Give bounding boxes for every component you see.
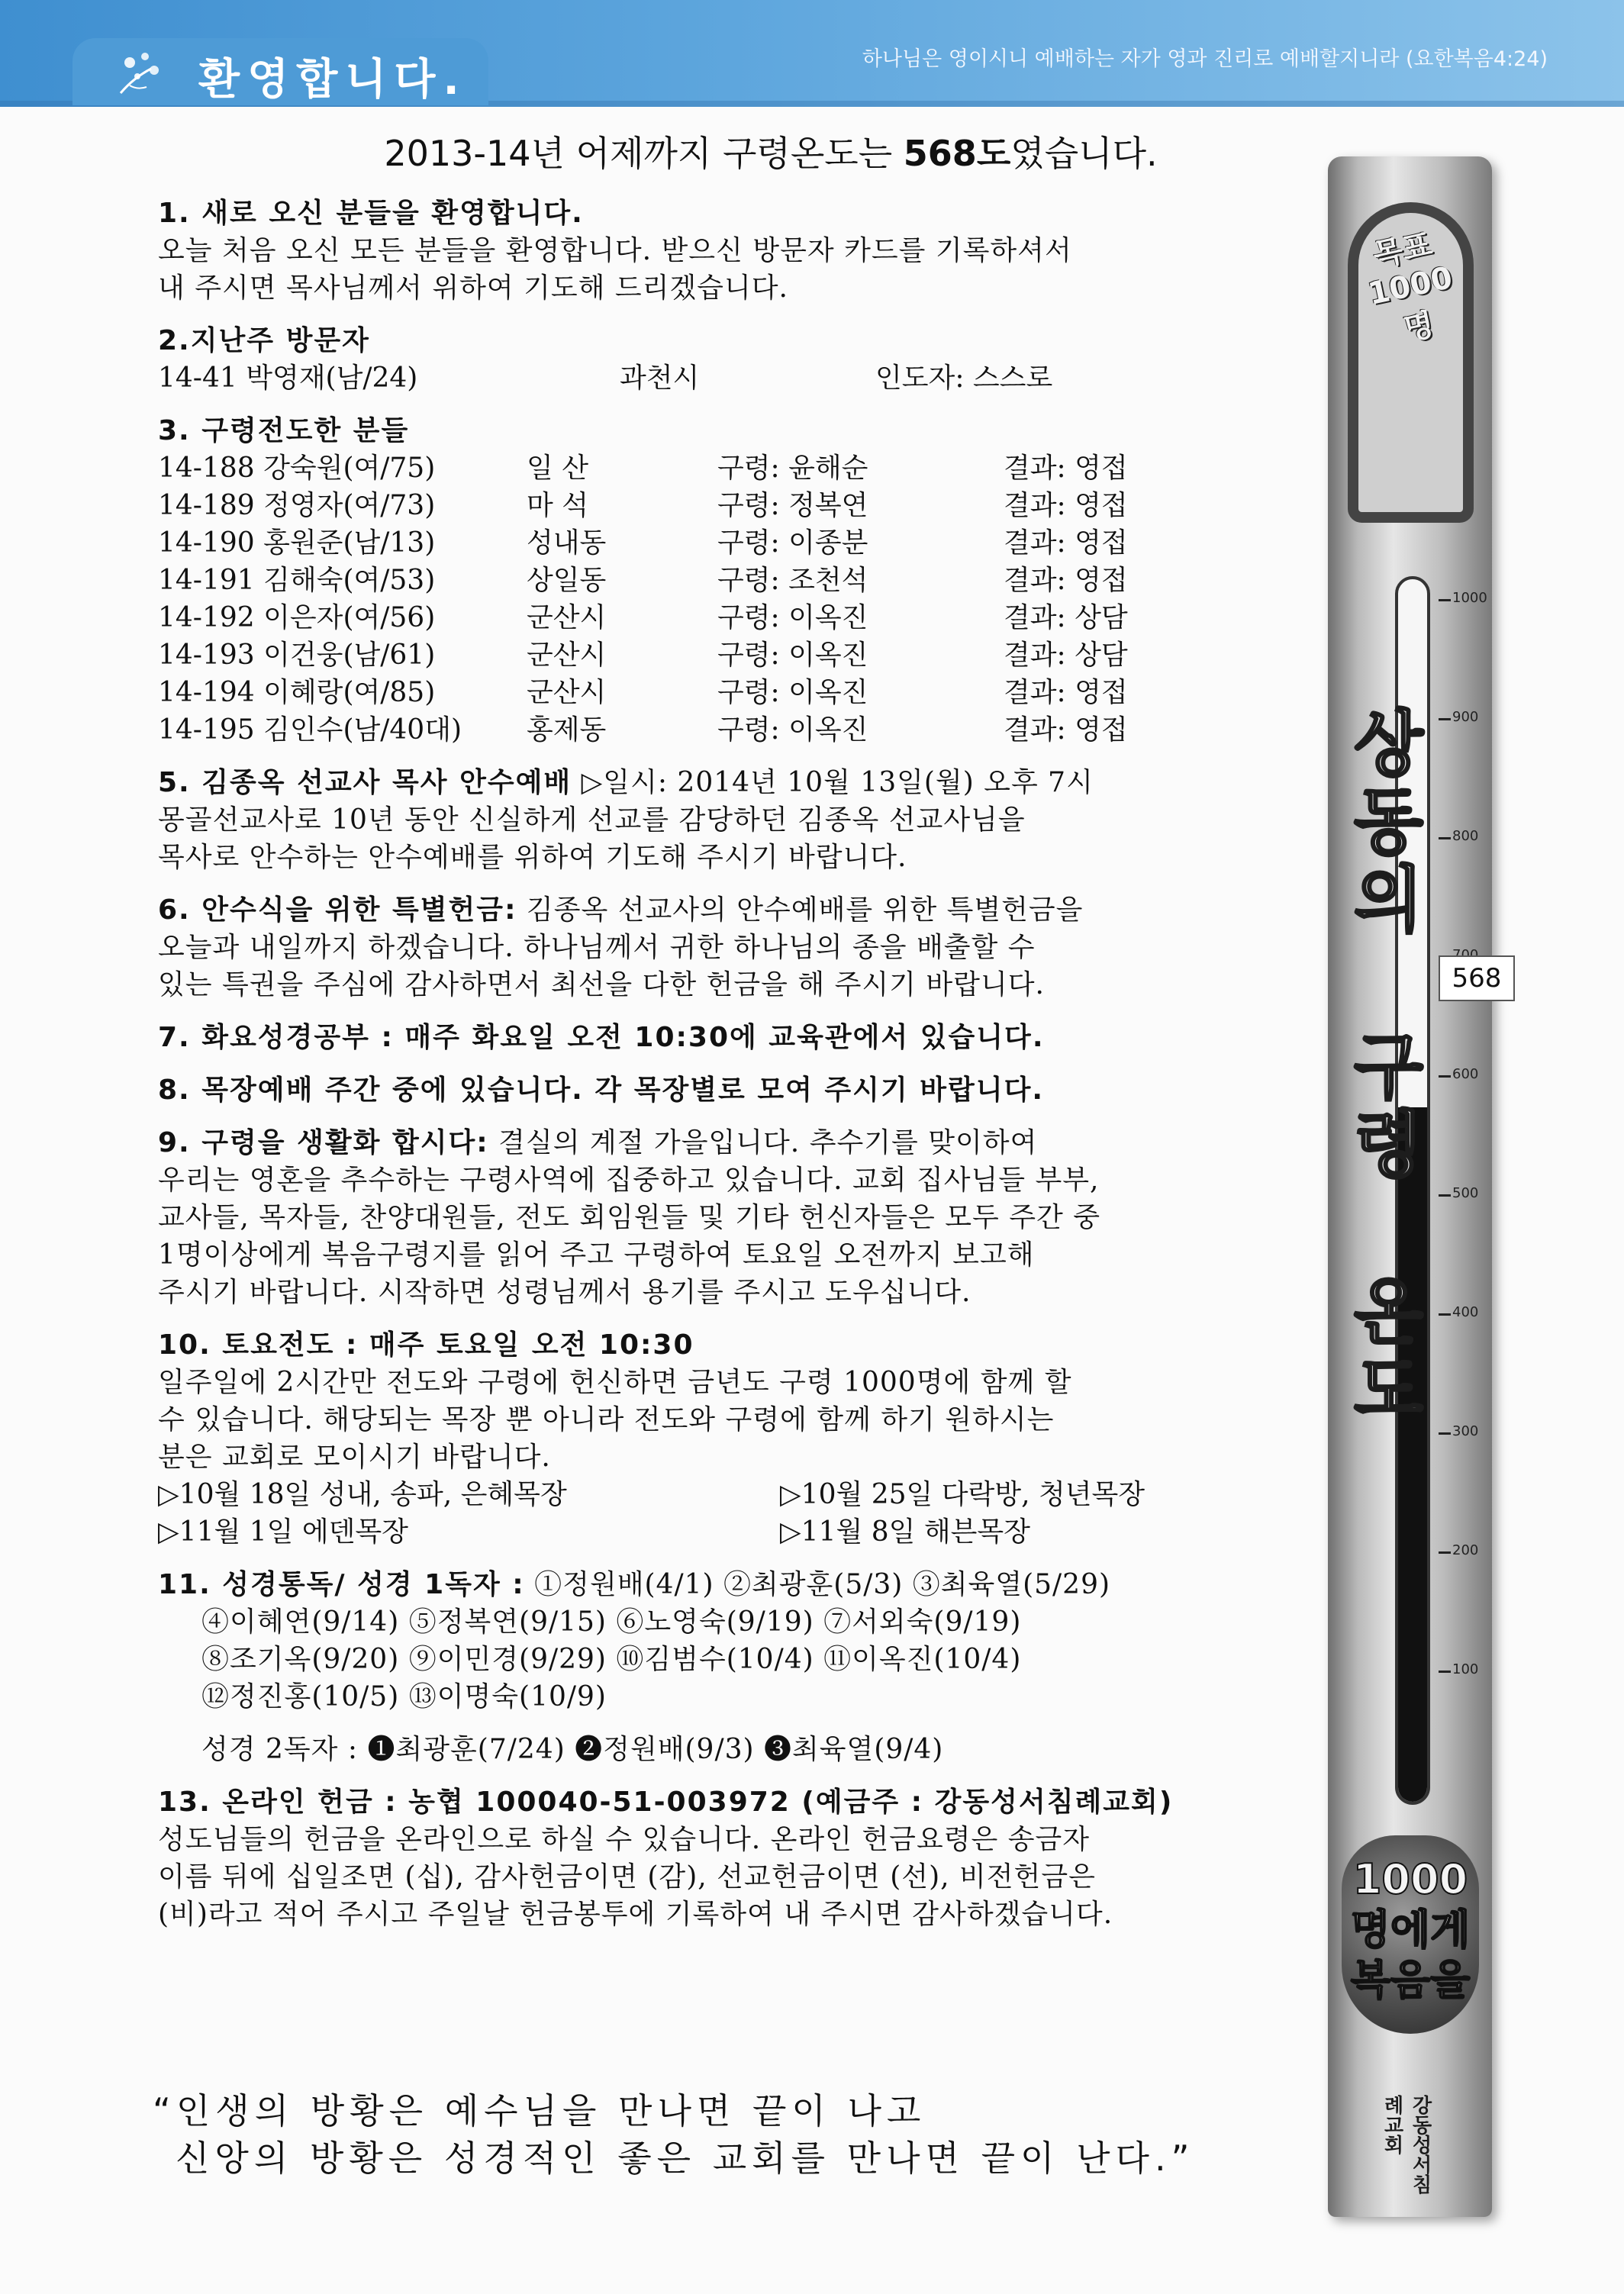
evangelized-row (158, 487, 1265, 524)
section-title: 2.지난주 방문자 (158, 325, 370, 356)
text-line: 오늘 처음 오신 모든 분들을 환영합니다. 받으신 방문자 카드를 기록하셔서 (158, 235, 1072, 266)
thermometer-scale (1439, 590, 1487, 1790)
evangelized-row (158, 449, 1265, 487)
evangelized-row (158, 636, 1265, 674)
section-title: 8. 목장예배 주간 중에 있습니다. 각 목장별로 모여 주시기 바랍니다. (158, 1075, 1045, 1106)
evangelized-region: 상일동 (527, 565, 607, 596)
evangelized-region: 군산시 (527, 640, 607, 671)
text-line: 주시기 바랍니다. 시작하면 성령님께서 용기를 주시고 도우십니다. (158, 1277, 972, 1308)
headline (0, 126, 1542, 176)
evangelized-evangelist: 구령: 이종분 (717, 527, 868, 559)
evangelized-region: 군산시 (527, 602, 607, 633)
section-title: 9. 구령을 생활화 합시다: (158, 1127, 489, 1158)
ordination-date: ▷일시: 2014년 10월 13일(월) 오후 7시 (572, 767, 1094, 798)
evangelized-row (158, 599, 1265, 636)
section-title: 5. 김종옥 선교사 목사 안수예배 (158, 767, 572, 798)
scale-tick (1439, 1551, 1451, 1554)
evangelized-result: 결과: 상담 (1004, 602, 1128, 633)
scale-label: 100 (1452, 1661, 1479, 1677)
visitor-place: 과천시 (620, 362, 700, 394)
evangelized-evangelist: 구령: 이옥진 (717, 602, 868, 633)
evangelized-result: 결과: 영접 (1004, 490, 1128, 521)
text-line: ④이혜연(9/14) ⑤정복연(9/15) ⑥노영숙(9/19) ⑦서외숙(9/19) (201, 1606, 1022, 1638)
welcome-tab (72, 38, 488, 105)
flower-icon (114, 47, 168, 98)
visitor-row (158, 359, 1265, 397)
visitor-guide: 인도자: 스스로 (875, 362, 1053, 394)
scale-label: 500 (1452, 1185, 1479, 1201)
evangelized-row (158, 524, 1265, 562)
evangelized-row (158, 711, 1265, 749)
thermometer-graphic (1328, 156, 1492, 2217)
section-ordination (158, 764, 1265, 876)
bible-verse: 하나님은 영이시니 예배하는 자가 영과 진리로 예배할지니라 (요한복음4:24) (862, 47, 1548, 71)
text-line: 1명이상에게 복음구령지를 읽어 주고 구령하여 토요일 오전까지 보고해 (158, 1239, 1035, 1271)
evangelized-list (158, 449, 1265, 749)
quote-line: “인생의 방황은 예수님을 만나면 끝이 나고 (153, 2090, 926, 2131)
text-line: 있는 특권을 주심에 감사하면서 최선을 다한 헌금을 해 주시기 바랍니다. (158, 969, 1045, 1000)
text-line: ⑧조기옥(9/20) ⑨이민경(9/29) ⑩김범수(10/4) ⑪이옥진(10/4) (201, 1644, 1022, 1675)
schedule-item: ▷11월 8일 해븐목장 (780, 1516, 1030, 1548)
evangelized-row (158, 674, 1265, 711)
section-title: 3. 구령전도한 분들 (158, 415, 410, 446)
scale-tick (1439, 1194, 1451, 1197)
evangelized-person: 14-195 김인수(남/40대) (158, 714, 462, 746)
evangelized-evangelist: 구령: 윤해순 (717, 453, 868, 484)
section-bible-study (158, 1019, 1265, 1056)
evangelized-person: 14-189 정영자(여/73) (158, 490, 436, 521)
second-reading-label: 성경 2독자 : (201, 1734, 359, 1765)
welcome-title: 환영합니다. (198, 55, 467, 105)
section-title: 7. 화요성경공부 : 매주 화요일 오전 10:30에 교육관에서 있습니다. (158, 1022, 1045, 1053)
text-line: ①정원배(4/1) ②최광훈(5/3) ③최육열(5/29) (524, 1569, 1111, 1600)
section-online-offering (158, 1783, 1265, 1933)
closing-quote (153, 2087, 1194, 2182)
quote-line: 신앙의 방황은 성경적인 좋은 교회를 만나면 끝이 난다.” (176, 2138, 1195, 2179)
evangelized-result: 결과: 영접 (1004, 527, 1128, 559)
text-line: 분은 교회로 모이시기 바랍니다. (158, 1442, 551, 1473)
schedule-item: ▷10월 25일 다락방, 청년목장 (780, 1479, 1146, 1510)
text-line: 김종옥 선교사의 안수예배를 위한 특별헌금을 (517, 894, 1084, 926)
section-title: 11. 성경통독/ 성경 1독자 : (158, 1569, 525, 1600)
evangelized-person: 14-193 이건웅(남/61) (158, 640, 436, 671)
evangelized-result: 결과: 상담 (1004, 640, 1128, 671)
text-line: ⑫정진홍(10/5) ⑬이명숙(10/9) (201, 1681, 607, 1712)
section-cell-worship (158, 1071, 1265, 1109)
evangelized-region: 성내동 (527, 527, 607, 559)
section-title: 10. 토요전도 : 매주 토요일 오전 10:30 (158, 1329, 694, 1361)
schedule-row (158, 1476, 1265, 1513)
section-saturday-evangelism (158, 1326, 1265, 1551)
text-line: 결실의 계절 가을입니다. 추수기를 맞이하여 (488, 1127, 1038, 1158)
evangelized-row (158, 562, 1265, 599)
scale-label: 200 (1452, 1542, 1479, 1558)
evangelized-evangelist: 구령: 조천석 (717, 565, 868, 596)
evangelized-result: 결과: 영접 (1004, 714, 1128, 746)
section-evangelism-life (158, 1124, 1265, 1311)
text-line: 교사들, 목자들, 찬양대원들, 전도 회임원들 및 기타 헌신자들은 모두 주간 중 (158, 1202, 1101, 1233)
section-title: 1. 새로 오신 분들을 환영합니다. (158, 198, 584, 229)
section-evangelized (158, 412, 1265, 749)
church-name: 강동성서침례교회 (1381, 2095, 1432, 2194)
section-title: 13. 온라인 헌금 : 농협 100040-51-003972 (예금주 : 강동성서침례교회) (158, 1787, 1174, 1818)
scale-label: 300 (1452, 1423, 1479, 1439)
second-reading-list: ❶최광훈(7/24) ❷정원배(9/3) ❸최육열(9/4) (358, 1734, 944, 1765)
evangelized-person: 14-192 이은자(여/56) (158, 602, 436, 633)
scale-tick (1439, 1671, 1451, 1673)
visitor-name: 14-41 박영재(남/24) (158, 362, 418, 394)
thermometer-title: 상동의 구령 온도 (1340, 706, 1423, 1429)
section-title: 6. 안수식을 위한 특별헌금: (158, 894, 517, 926)
scale-tick (1439, 1313, 1451, 1316)
headline-suffix: 였습니다. (1010, 133, 1158, 174)
schedule-item: ▷10월 18일 성내, 송파, 은혜목장 (158, 1479, 567, 1510)
text-line: 목사로 안수하는 안수예배를 위하여 기도해 주시기 바랍니다. (158, 842, 907, 873)
schedule-row (158, 1513, 1265, 1551)
scale-label: 800 (1452, 828, 1479, 844)
evangelized-evangelist: 구령: 이옥진 (717, 677, 868, 708)
evangelized-person: 14-190 홍원준(남/13) (158, 527, 436, 559)
evangelized-result: 결과: 영접 (1004, 565, 1128, 596)
evangelized-region: 군산시 (527, 677, 607, 708)
evangelized-region: 홍제동 (527, 714, 607, 746)
schedule-item: ▷11월 1일 에덴목장 (158, 1516, 408, 1548)
scale-tick (1439, 599, 1451, 601)
headline-prefix: 2013-14년 어제까지 구령온도는 (384, 133, 904, 174)
scale-label: 1000 (1452, 590, 1487, 606)
current-value-label: 568 (1439, 955, 1515, 1001)
evangelized-region: 일 산 (527, 453, 588, 484)
announcements (158, 195, 1265, 1948)
section-special-offering (158, 891, 1265, 1004)
section-welcome (158, 195, 1265, 307)
text-line: 몽골선교사로 10년 동안 신실하게 선교를 감당하던 김종옥 선교사님을 (158, 804, 1026, 836)
evangelized-region: 마 석 (527, 490, 588, 521)
text-line: 내 주시면 목사님께서 위하여 기도해 드리겠습니다. (158, 272, 788, 304)
text-line: 성도님들의 헌금을 온라인으로 하실 수 있습니다. 온라인 헌금요령은 송금자 (158, 1824, 1091, 1855)
section-bible-reading (158, 1566, 1265, 1768)
headline-value: 568도 (903, 133, 1011, 174)
scale-label: 900 (1452, 709, 1479, 725)
section-visitors (158, 322, 1265, 397)
evangelized-person: 14-194 이혜랑(여/85) (158, 677, 436, 708)
evangelized-evangelist: 구령: 정복연 (717, 490, 868, 521)
evangelized-person: 14-188 강숙원(여/75) (158, 453, 436, 484)
evangelized-person: 14-191 김해숙(여/53) (158, 565, 436, 596)
text-line: 이름 뒤에 십일조면 (십), 감사헌금이면 (감), 선교헌금이면 (선), 비전헌금은 (158, 1861, 1096, 1893)
scale-label: 400 (1452, 1304, 1479, 1320)
scale-label: 600 (1452, 1066, 1479, 1082)
evangelized-evangelist: 구령: 이옥진 (717, 640, 868, 671)
bulb-label: 1000명에게 복음을 (1350, 1855, 1471, 2004)
text-line: 일주일에 2시간만 전도와 구령에 헌신하면 금년도 구령 1000명에 함께 할 (158, 1367, 1072, 1398)
text-line: (비)라고 적어 주시고 주일날 헌금봉투에 기록하여 내 주시면 감사하겠습니다. (158, 1899, 1113, 1930)
scale-tick (1439, 1075, 1451, 1078)
evangelized-result: 결과: 영접 (1004, 677, 1128, 708)
second-reading-line (158, 1731, 1265, 1768)
text-line: 오늘과 내일까지 하겠습니다. 하나님께서 귀한 하나님의 종을 배출할 수 (158, 932, 1036, 963)
evangelized-evangelist: 구령: 이옥진 (717, 714, 868, 746)
goal-label: 목표 1000명 (1365, 227, 1456, 348)
evangelized-result: 결과: 영접 (1004, 453, 1128, 484)
scale-tick (1439, 837, 1451, 839)
text-line: 우리는 영혼을 추수하는 구령사역에 집중하고 있습니다. 교회 집사님들 부부, (158, 1165, 1100, 1196)
text-line: 수 있습니다. 해당되는 목장 뿐 아니라 전도와 구령에 함께 하기 원하시는 (158, 1404, 1055, 1435)
scale-tick (1439, 1432, 1451, 1435)
scale-tick (1439, 718, 1451, 720)
